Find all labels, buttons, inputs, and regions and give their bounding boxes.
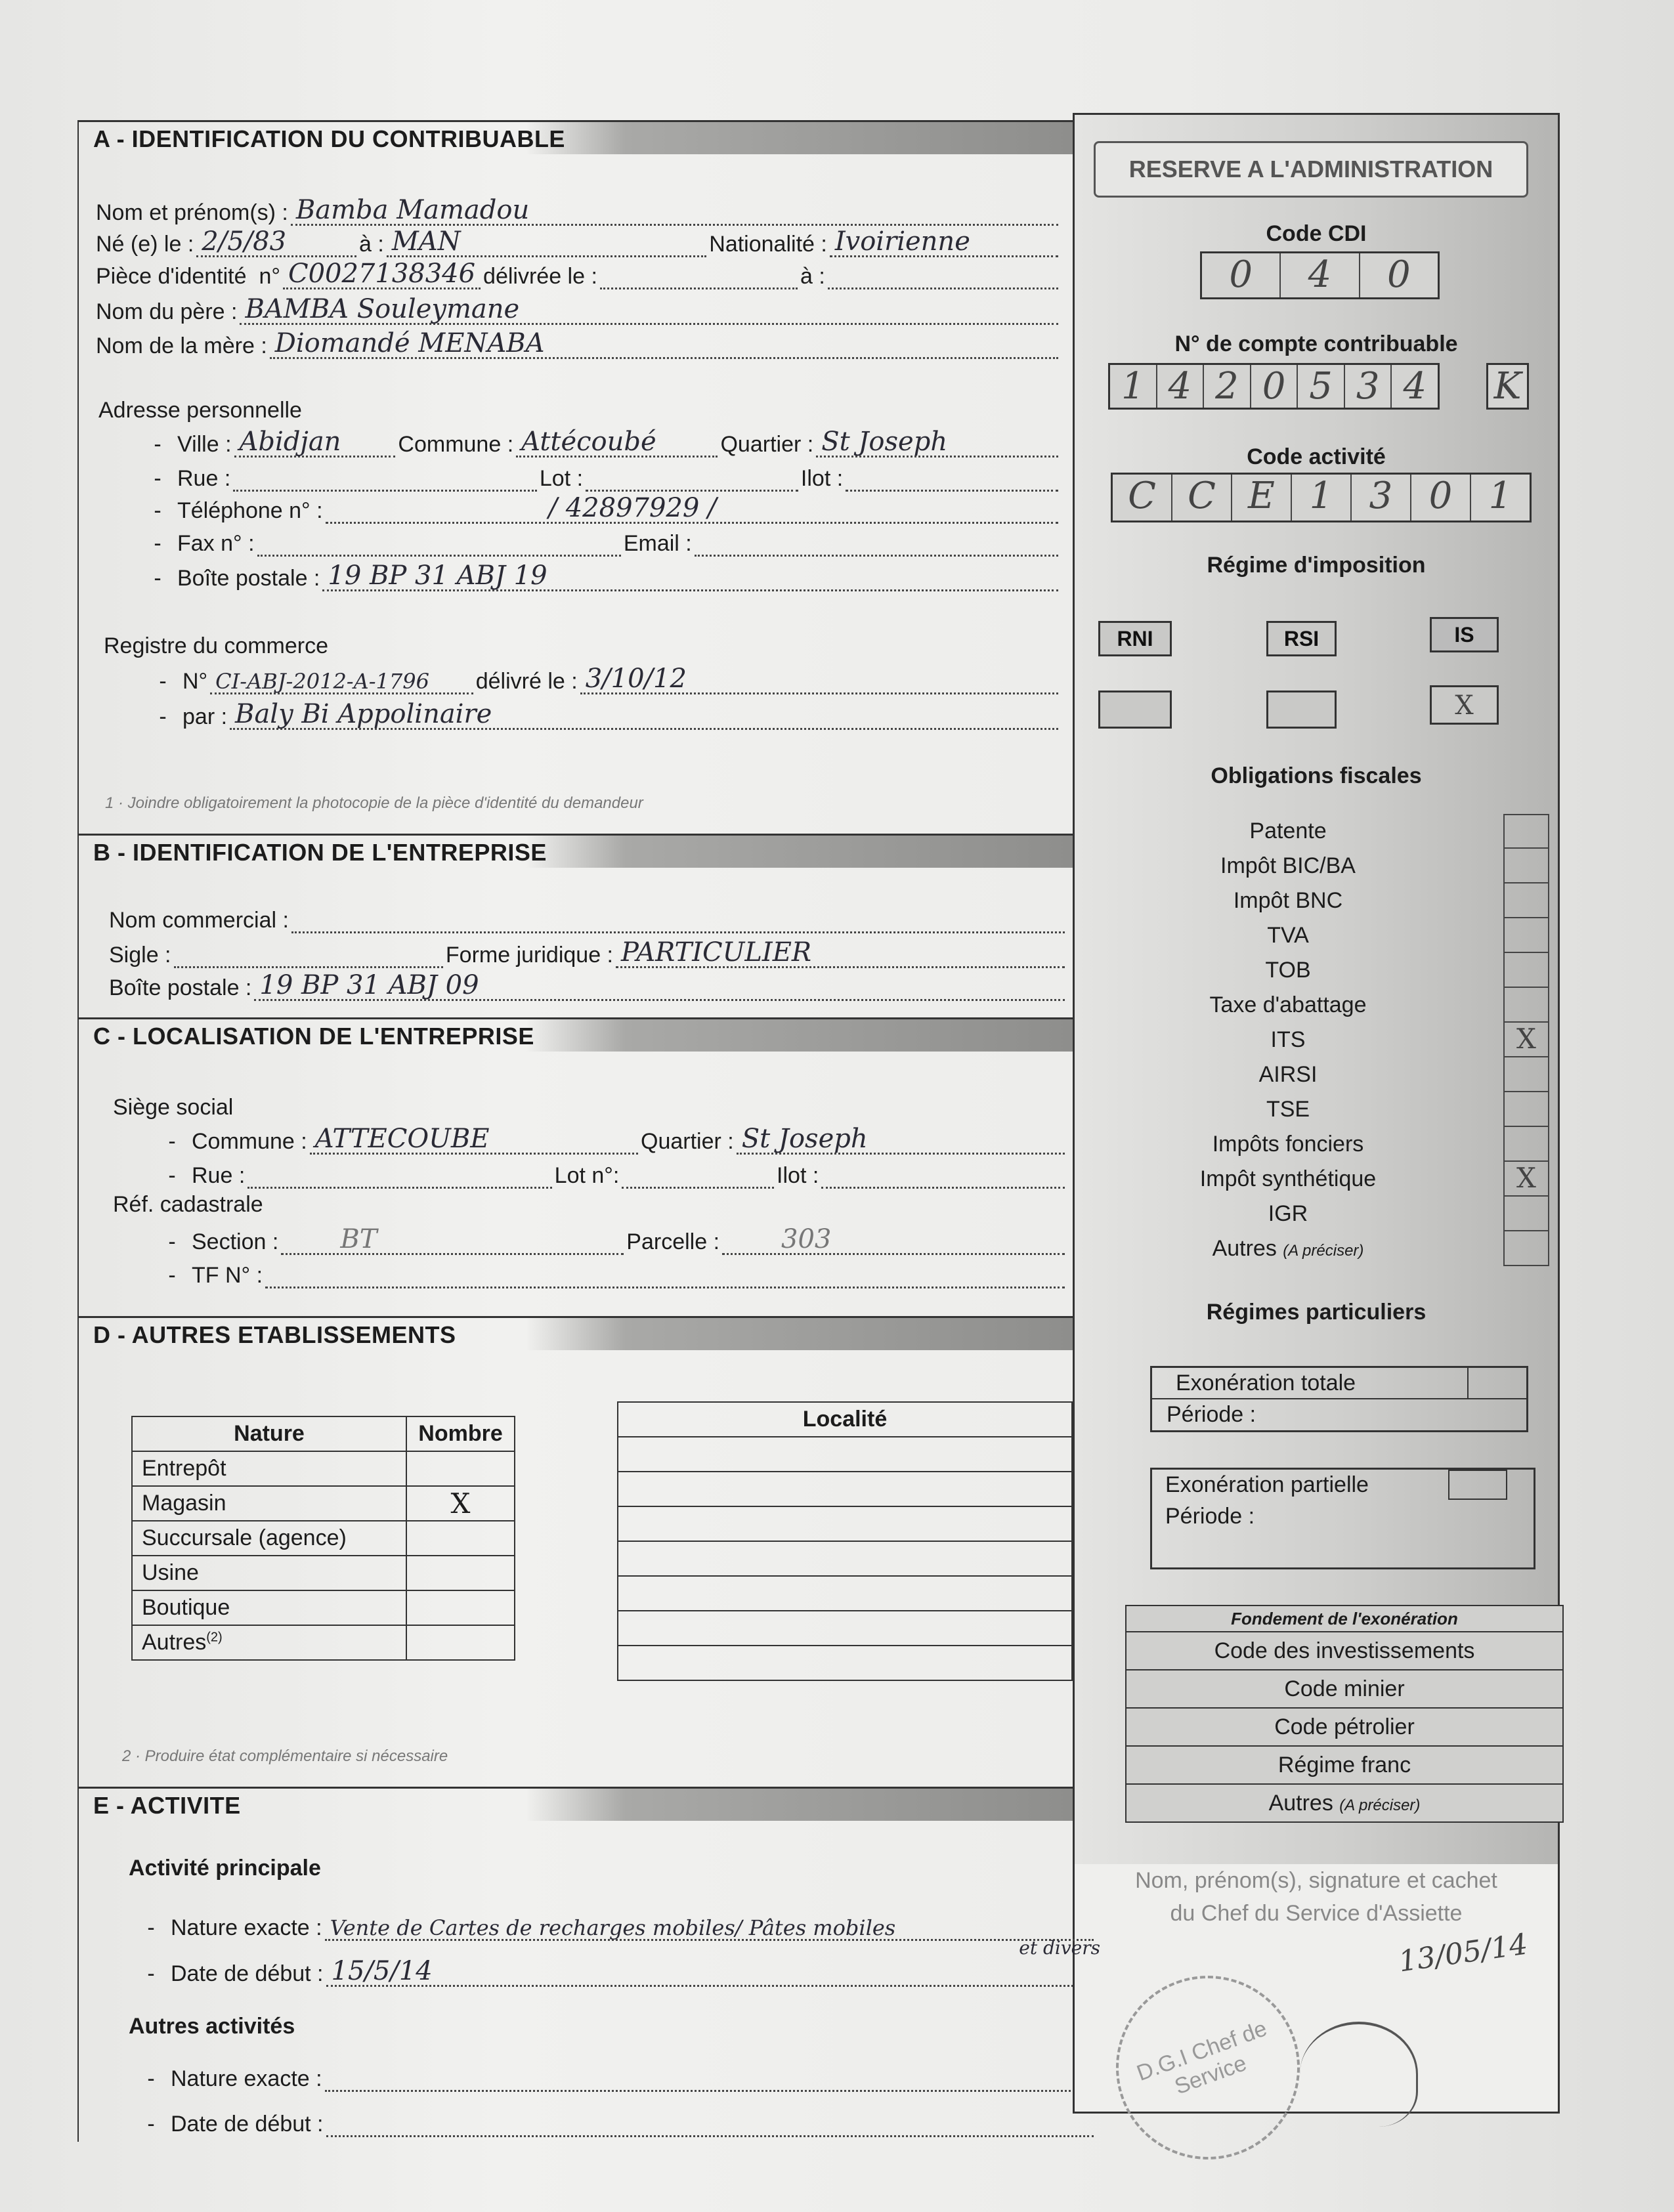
obligation-item bbox=[1073, 1231, 1560, 1266]
activite-principale-label: Activité principale bbox=[129, 1856, 321, 1881]
code-cdi-label: Code CDI bbox=[1266, 221, 1367, 246]
localite-cell[interactable] bbox=[618, 1646, 1072, 1680]
field-fax: - Fax n° : Email : bbox=[138, 528, 1061, 557]
nom-commercial-label: Nom commercial : bbox=[109, 908, 289, 933]
section-e-heading: E - ACTIVITE bbox=[79, 1787, 1073, 1821]
ref-cadastrale-label: Réf. cadastrale bbox=[113, 1192, 263, 1217]
obligation-checkbox[interactable] bbox=[1503, 814, 1549, 849]
obligation-item bbox=[1073, 883, 1560, 918]
email-label: Email : bbox=[623, 531, 692, 556]
code-cdi-boxes[interactable] bbox=[1200, 251, 1440, 299]
fondement-item: Code pétrolier bbox=[1126, 1708, 1563, 1746]
nombre-cell[interactable] bbox=[406, 1556, 515, 1590]
col-nombre: Nombre bbox=[406, 1416, 515, 1451]
col-nature: Nature bbox=[132, 1416, 406, 1451]
admin-reserve-title: RESERVE A L'ADMINISTRATION bbox=[1094, 141, 1528, 198]
bp-entreprise-label: Boîte postale : bbox=[109, 975, 252, 1000]
field-nature-exacte: - Nature exacte : Vente de Cartes de recharges mobiles/ Pâtes mobiles et divers bbox=[147, 1915, 1100, 1959]
digit-box: 4 bbox=[1281, 253, 1360, 297]
date-value[interactable]: 15/5/14 bbox=[331, 1956, 433, 1986]
obligation-item bbox=[1073, 1162, 1560, 1197]
digit-box: C bbox=[1113, 475, 1172, 521]
table-row bbox=[132, 1521, 515, 1556]
exo-partielle-checkbox[interactable] bbox=[1448, 1470, 1507, 1500]
ville-label: Ville : bbox=[177, 432, 232, 457]
localite-cell[interactable] bbox=[618, 1576, 1072, 1611]
piece-label: Pièce d'identité bbox=[96, 264, 247, 289]
periode-2-label: Période : bbox=[1165, 1504, 1255, 1529]
fondement-table bbox=[1125, 1605, 1564, 1823]
regime-rsi-label: RSI bbox=[1266, 621, 1337, 656]
digit-box: C bbox=[1172, 475, 1232, 521]
digit-box: E bbox=[1232, 475, 1292, 521]
table-row bbox=[132, 1486, 515, 1521]
fax-label: Fax n° : bbox=[177, 531, 255, 556]
lieu-value[interactable]: MAN bbox=[391, 226, 461, 257]
exo-partielle-label: Exonération partielle bbox=[1165, 1472, 1369, 1497]
mere-label: Nom de la mère : bbox=[96, 333, 267, 358]
regime-label: Régime d'imposition bbox=[1207, 553, 1426, 578]
localite-cell[interactable] bbox=[618, 1437, 1072, 1472]
regime-rni-checkbox[interactable] bbox=[1098, 691, 1172, 729]
digit-box: 0 bbox=[1251, 365, 1298, 408]
digit-box: 1 bbox=[1292, 475, 1352, 521]
nature-autres: Autres bbox=[142, 1630, 207, 1655]
obligation-note: (A préciser) bbox=[1283, 1242, 1364, 1260]
nature-cell: Entrepôt bbox=[132, 1451, 406, 1486]
obligation-checkbox[interactable] bbox=[1503, 1092, 1549, 1127]
field-autres-date: - Date de début : bbox=[131, 2108, 1096, 2137]
obligation-label: Patente bbox=[1249, 819, 1327, 843]
exo-partielle-row bbox=[1152, 1470, 1534, 1501]
obligation-checkbox[interactable] bbox=[1503, 1057, 1549, 1092]
obligation-checkbox[interactable] bbox=[1503, 849, 1549, 883]
table-row bbox=[132, 1556, 515, 1590]
compte-boxes[interactable] bbox=[1108, 363, 1440, 410]
field-bp-entreprise bbox=[109, 972, 1067, 1001]
digit-box: 3 bbox=[1352, 475, 1411, 521]
field-date-debut: - Date de début : 15/5/14 bbox=[131, 1958, 1096, 1987]
parcelle-label: Parcelle : bbox=[626, 1229, 720, 1254]
field-rc: - N° CI-ABJ-2012-A-1796 délivré le : 3/10/12 bbox=[143, 666, 1061, 694]
section-value[interactable]: BT bbox=[340, 1224, 377, 1254]
delivree-label: délivrée le : bbox=[483, 264, 597, 289]
forme-label: Forme juridique : bbox=[445, 943, 613, 968]
regime-rni-label: RNI bbox=[1098, 621, 1172, 656]
localite-cell[interactable] bbox=[618, 1472, 1072, 1506]
autres-date-label: Date de début : bbox=[171, 2112, 324, 2137]
footnote-1: 1 · Joindre obligatoirement la photocopie de la pièce d'identité du demandeur bbox=[105, 794, 643, 812]
table-row bbox=[132, 1625, 515, 1660]
official-stamp: D.G.I Chef de Service bbox=[1090, 1950, 1326, 2186]
obligation-item bbox=[1073, 953, 1560, 988]
obligation-label-autres bbox=[1073, 1231, 1503, 1266]
field-tf: - TF N° : bbox=[152, 1260, 1067, 1288]
code-activite-label: Code activité bbox=[1247, 444, 1386, 469]
obligations-label: Obligations fiscales bbox=[1211, 763, 1422, 788]
nature-cell: Succursale (agence) bbox=[132, 1521, 406, 1556]
nom-value[interactable]: Bamba Mamadou bbox=[295, 195, 530, 225]
obligation-item bbox=[1073, 1057, 1560, 1092]
ne-label: Né (e) le : bbox=[96, 232, 194, 257]
section-b-heading: B - IDENTIFICATION DE L'ENTREPRISE bbox=[79, 834, 1073, 868]
digit-box: 1 bbox=[1488, 475, 1513, 517]
pere-label: Nom du père : bbox=[96, 299, 238, 324]
fondement-item: Autres bbox=[1268, 1790, 1333, 1816]
field-rc-par: - par : Baly Bi Appolinaire bbox=[143, 701, 1061, 730]
bp-value[interactable]: 19 BP 31 ABJ 19 bbox=[328, 561, 547, 591]
bp-entreprise-value[interactable]: 19 BP 31 ABJ 09 bbox=[259, 970, 479, 1000]
fondement-item-autres bbox=[1126, 1784, 1563, 1822]
fondement-item: Code des investissements bbox=[1126, 1632, 1563, 1670]
section-c-heading: C - LOCALISATION DE L'ENTREPRISE bbox=[79, 1017, 1073, 1052]
field-section: - Section : BT Parcelle : 303 bbox=[152, 1226, 1067, 1255]
date-label: Date de début : bbox=[171, 1961, 324, 1986]
obligation-label: TOB bbox=[1265, 958, 1311, 983]
obligation-checkbox[interactable]: X bbox=[1503, 1162, 1549, 1197]
obligation-checkbox[interactable] bbox=[1503, 1231, 1549, 1266]
adresse-label: Adresse personnelle bbox=[98, 398, 302, 423]
nombre-cell[interactable] bbox=[406, 1451, 515, 1486]
obligation-checkbox[interactable] bbox=[1503, 883, 1549, 918]
a-label: à : bbox=[359, 232, 384, 257]
obligation-checkbox[interactable] bbox=[1503, 1127, 1549, 1162]
footnote-ref: (2) bbox=[206, 1630, 223, 1645]
lot-label: Lot : bbox=[539, 466, 584, 491]
commune-label: Commune : bbox=[398, 432, 514, 457]
siege-lot-label: Lot n°: bbox=[554, 1163, 620, 1188]
mere-value[interactable]: Diomandé MENABA bbox=[274, 328, 545, 358]
piece-no-label: n° bbox=[259, 264, 280, 289]
nature-label: Nature exacte : bbox=[171, 1915, 322, 1940]
fondement-title: Fondement de l'exonération bbox=[1126, 1606, 1563, 1632]
obligation-item bbox=[1073, 1023, 1560, 1057]
pere-value[interactable]: BAMBA Souleymane bbox=[245, 294, 520, 324]
siege-label: Siège social bbox=[113, 1095, 234, 1120]
siege-rue-label: Rue : bbox=[192, 1163, 246, 1188]
obligation-checkbox[interactable] bbox=[1503, 1197, 1549, 1231]
field-bp: - Boîte postale : 19 BP 31 ABJ 19 bbox=[138, 563, 1061, 591]
rc-delivre-label: délivré le : bbox=[475, 669, 578, 694]
nombre-cell[interactable] bbox=[406, 1521, 515, 1556]
nombre-cell[interactable]: X bbox=[406, 1486, 515, 1521]
field-naissance bbox=[96, 228, 1061, 257]
footnote-2: 2 · Produire état complémentaire si nécessaire bbox=[122, 1747, 448, 1765]
rue-label: Rue : bbox=[177, 466, 231, 491]
field-telephone: - Téléphone n° : / 42897929 / bbox=[138, 495, 1061, 524]
obligation-item bbox=[1073, 814, 1560, 849]
regime-is-checkbox[interactable]: X bbox=[1430, 685, 1499, 725]
obligation-label: Impôts fonciers bbox=[1212, 1132, 1364, 1157]
field-pere bbox=[96, 296, 1061, 325]
ilot-label: Ilot : bbox=[800, 466, 844, 491]
localite-cell[interactable] bbox=[618, 1541, 1072, 1576]
autres-nature-label: Nature exacte : bbox=[171, 2066, 322, 2091]
section-a-heading: A - IDENTIFICATION DU CONTRIBUABLE bbox=[79, 120, 1073, 154]
nature-cell: Magasin bbox=[132, 1486, 406, 1521]
quartier-value[interactable]: St Joseph bbox=[821, 427, 948, 457]
section-d-heading: D - AUTRES ETABLISSEMENTS bbox=[79, 1316, 1073, 1350]
siege-commune-value[interactable]: ATTECOUBE bbox=[314, 1124, 490, 1154]
exo-totale-box bbox=[1150, 1366, 1528, 1432]
delivree-a-label: à : bbox=[800, 264, 825, 289]
quartier-label: Quartier : bbox=[720, 432, 814, 457]
obligation-label: Impôt synthétique bbox=[1199, 1166, 1377, 1191]
etablissements-nature-table bbox=[131, 1416, 515, 1661]
obligation-item bbox=[1073, 918, 1560, 953]
parcelle-value[interactable]: 303 bbox=[781, 1224, 832, 1254]
registre-label: Registre du commerce bbox=[104, 633, 329, 658]
regime-is-label: IS bbox=[1430, 617, 1499, 652]
nationalite-label: Nationalité : bbox=[709, 232, 827, 257]
obligation-checkbox[interactable] bbox=[1503, 918, 1549, 953]
obligation-label: Impôt BIC/BA bbox=[1220, 853, 1356, 878]
field-rue: - Rue : Lot : Ilot : bbox=[138, 463, 1061, 492]
compte-label: N° de compte contribuable bbox=[1174, 331, 1458, 356]
obligation-label: Impôt BNC bbox=[1233, 888, 1343, 913]
tel-value[interactable]: / 42897929 / bbox=[548, 493, 717, 523]
table-row bbox=[132, 1590, 515, 1625]
digit-box: 3 bbox=[1345, 365, 1392, 408]
table-row bbox=[132, 1451, 515, 1486]
periode-1-label: Période : bbox=[1167, 1402, 1256, 1427]
nature-cell bbox=[132, 1625, 406, 1660]
fondement-item: Régime franc bbox=[1126, 1746, 1563, 1784]
handwritten-signature bbox=[1300, 2022, 1418, 2127]
field-sigle bbox=[109, 939, 1067, 968]
obligation-item bbox=[1073, 849, 1560, 883]
signature-label-2: du Chef du Service d'Assiette bbox=[1170, 1901, 1463, 1926]
obligation-label: AIRSI bbox=[1258, 1062, 1318, 1087]
tel-label: Téléphone n° : bbox=[177, 498, 323, 523]
digit-box: 0 bbox=[1202, 253, 1281, 297]
obligation-item bbox=[1073, 988, 1560, 1023]
nature-cell: Usine bbox=[132, 1556, 406, 1590]
bp-label: Boîte postale : bbox=[177, 566, 320, 591]
etablissements-localite-table bbox=[617, 1401, 1073, 1681]
nationalite-value[interactable]: Ivoirienne bbox=[834, 226, 970, 257]
obligation-item bbox=[1073, 1092, 1560, 1127]
exo-partielle-box bbox=[1150, 1468, 1535, 1569]
field-mere bbox=[96, 330, 1061, 359]
field-siege-rue: - Rue : Lot n°: Ilot : bbox=[152, 1160, 1067, 1189]
siege-ilot-label: Ilot : bbox=[777, 1163, 819, 1188]
siege-commune-label: Commune : bbox=[192, 1129, 307, 1154]
compte-key-box[interactable] bbox=[1486, 363, 1529, 410]
digit-box: 4 bbox=[1157, 365, 1205, 408]
digit-box: 1 bbox=[1110, 365, 1157, 408]
digit-box: 0 bbox=[1411, 475, 1471, 521]
rc-no-label: N° bbox=[182, 669, 208, 694]
obligation-checkbox[interactable] bbox=[1503, 953, 1549, 988]
digit-box: 4 bbox=[1403, 365, 1427, 408]
obligation-label: TSE bbox=[1266, 1097, 1310, 1122]
digit-box: 2 bbox=[1204, 365, 1251, 408]
nature-cell: Boutique bbox=[132, 1590, 406, 1625]
ville-value[interactable]: Abidjan bbox=[239, 427, 341, 457]
field-nom bbox=[96, 197, 1061, 226]
obligation-item bbox=[1073, 1197, 1560, 1231]
section-label: Section : bbox=[192, 1229, 279, 1254]
field-ville: - Ville : Abidjan Commune : Attécoubé Quartier : St Joseph bbox=[138, 429, 1061, 457]
localite-cell[interactable] bbox=[618, 1611, 1072, 1646]
obligation-checkbox[interactable] bbox=[1503, 988, 1549, 1023]
par-label: par : bbox=[182, 704, 228, 729]
commune-value[interactable]: Attécoubé bbox=[521, 427, 656, 457]
nom-label: Nom et prénom(s) : bbox=[96, 200, 288, 225]
field-nom-commercial bbox=[109, 904, 1067, 933]
obligation-label: TVA bbox=[1267, 923, 1309, 948]
regimes-particuliers-label: Régimes particuliers bbox=[1206, 1300, 1427, 1325]
sigle-label: Sigle : bbox=[109, 943, 171, 968]
field-siege-commune: - Commune : ATTECOUBE Quartier : St Joseph bbox=[152, 1126, 1067, 1155]
localite-cell[interactable] bbox=[618, 1506, 1072, 1541]
tf-label: TF N° : bbox=[192, 1263, 263, 1288]
fondement-item: Code minier bbox=[1126, 1670, 1563, 1708]
exo-totale-checkbox[interactable] bbox=[1467, 1368, 1526, 1398]
field-piece bbox=[96, 261, 1061, 289]
code-activite-boxes[interactable] bbox=[1111, 473, 1532, 522]
obligation-item bbox=[1073, 1127, 1560, 1162]
obligations-list bbox=[1073, 814, 1560, 1266]
nombre-cell[interactable] bbox=[406, 1625, 515, 1660]
siege-quartier-label: Quartier : bbox=[641, 1129, 734, 1154]
rc-no-value[interactable]: CI-ABJ-2012-A-1796 bbox=[215, 669, 429, 694]
obligation-label: IGR bbox=[1268, 1201, 1308, 1226]
exo-totale-row bbox=[1152, 1368, 1526, 1399]
nature-value-2[interactable]: et divers bbox=[1019, 1937, 1100, 1959]
regime-rsi-checkbox[interactable] bbox=[1266, 691, 1337, 729]
obligation-label: Autres bbox=[1212, 1236, 1277, 1261]
rc-delivre-value[interactable]: 3/10/12 bbox=[585, 664, 687, 694]
nombre-cell[interactable] bbox=[406, 1590, 515, 1625]
forme-value[interactable]: PARTICULIER bbox=[621, 937, 812, 968]
signature-date: 13/05/14 bbox=[1396, 1927, 1530, 1979]
key-box: K bbox=[1493, 365, 1522, 408]
col-localite: Localité bbox=[618, 1402, 1072, 1437]
exo-totale-label: Exonération totale bbox=[1176, 1371, 1356, 1395]
signature-label-1: Nom, prénom(s), signature et cachet bbox=[1135, 1868, 1497, 1893]
par-value[interactable]: Baly Bi Appolinaire bbox=[235, 699, 492, 729]
piece-value[interactable]: C0027138346 bbox=[288, 259, 476, 289]
obligation-label: Taxe d'abattage bbox=[1209, 992, 1367, 1017]
obligation-checkbox[interactable]: X bbox=[1503, 1023, 1549, 1057]
siege-quartier-value[interactable]: St Joseph bbox=[741, 1124, 868, 1154]
nature-value[interactable]: Vente de Cartes de recharges mobiles/ Pâtes mobiles bbox=[330, 1915, 896, 1940]
digit-box: 5 bbox=[1298, 365, 1345, 408]
digit-box: 0 bbox=[1387, 253, 1411, 296]
field-autres-nature: - Nature exacte : bbox=[131, 2063, 1096, 2092]
fondement-note: (A préciser) bbox=[1339, 1796, 1421, 1814]
obligation-label: ITS bbox=[1270, 1027, 1306, 1052]
ne-value[interactable]: 2/5/83 bbox=[202, 226, 287, 257]
autres-activites-label: Autres activités bbox=[129, 2014, 295, 2039]
